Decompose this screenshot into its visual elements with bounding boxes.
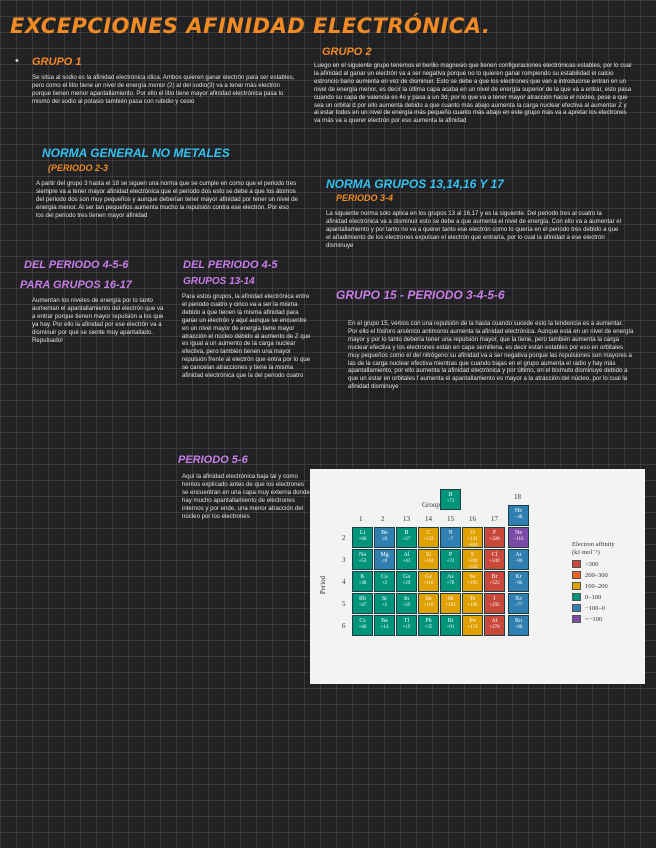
element-affinity-value: +53	[358, 559, 367, 564]
element-cell	[508, 571, 529, 592]
element-symbol: H	[448, 492, 453, 498]
norma-grupos-heading: NORMA GRUPOS 13,14,16 Y 17	[326, 177, 504, 191]
element-affinity-value: −96	[514, 559, 523, 564]
element-cell	[440, 549, 461, 570]
element-cell	[462, 527, 483, 548]
legend-swatch	[572, 604, 581, 612]
periodo56-heading: PERIODO 5-6	[178, 454, 248, 466]
group-number: 17	[491, 515, 498, 523]
element-cell	[462, 549, 483, 570]
element-affinity-value: +174	[467, 625, 478, 630]
element-symbol: Ar	[515, 552, 522, 558]
element-symbol: P	[448, 552, 453, 558]
legend-label: 200–300	[585, 571, 608, 579]
element-symbol: F	[492, 530, 497, 536]
element-cell	[462, 593, 483, 614]
norma-general-sub: (PERIODO 2-3	[48, 163, 109, 173]
element-cell	[440, 615, 461, 636]
element-cell	[484, 527, 505, 548]
element-symbol: O	[470, 530, 475, 536]
element-cell	[352, 549, 373, 570]
element-affinity-value: +43	[402, 559, 411, 564]
grupo15-text: En el grupo 15, vemos con una repulsión de la hasta cuando sucede esto la tendencia es a aumentar. Por ello el fósforo arsénico antimonio aumenta la afinidad electrónica. Aunque está en un nivel de energía mayor y por lo tanto debería tener una repulsión mayor, que la tiene, pero también aumenta la carga nuclear efectiva y los electrones están en capa semillena, es decir están estables por eso en orbitales muy pequeños como el del nitrógeno su afinidad va a ser negativa porque las repulsiones son mayores a las de la carga nuclear efectiva mientras que cuando bajas en el grupo aumenta el radio y hay más apantallamiento, por ello aumenta la afinidad electrónica y por último, en el bismuto disminuye debido a que un estar en orbitales f aumenta el apantallamiento es mayor a la atracción del núcleo, por lo cual la afinidad disminuye	[348, 320, 634, 391]
element-symbol: He	[515, 508, 522, 514]
element-symbol: Sb	[447, 596, 454, 602]
element-symbol: Ba	[381, 618, 388, 624]
period-number: 2	[342, 534, 346, 542]
periodic-table	[319, 487, 580, 677]
element-affinity-value: −116	[513, 537, 524, 542]
element-symbol: B	[404, 530, 409, 536]
legend-swatch	[572, 615, 581, 623]
element-symbol: Sn	[425, 596, 432, 602]
norma-general-text: A partir del grupo 3 hasta el 18 se siguen una norma que se cumple en como que el periodo tres siempre va a tener mayor afinidad electrónica que el periodo dos esto se debe a que los átomos del periodo dos son muy pequeños y aunque deberían tener mayor afinidad por tener un nivel de energía menor. Al ser tan pequeños aumenta mucho la repulsión contra ese electrón. Por eso los del periodo tres tienen mayor afinidad	[36, 180, 298, 219]
element-affinity-value: +200 −532	[467, 559, 478, 570]
legend-swatch	[572, 571, 581, 579]
group-number: 14	[425, 515, 432, 523]
del-periodo-45-text: Para estos grupos, la afinidad electrónica entre el periodo cuatro y cinco va a ser la misma debido a que tienen la misma afinidad para ganar un electrón y aquí aunque se encuentre en un nivel mayor de energía tiene mayor atracción el núcleo debido al aumento de Z que es igual a un aumento de la carga nuclear efectiva, pero también tienen una mayor repulsión frente al electrón que entra por lo que se cancelan atracciones y tiene la misma afinidad electrónica que la del periodo cuatro	[182, 293, 311, 380]
element-affinity-value: −7	[447, 537, 454, 542]
element-affinity-value: +116	[423, 603, 434, 608]
del-periodo-456-sub: PARA GRUPOS 16-17	[20, 279, 132, 291]
bullet: •	[15, 55, 19, 67]
element-symbol: Na	[359, 552, 366, 558]
element-affinity-value: +47	[358, 603, 367, 608]
legend	[572, 541, 642, 626]
element-affinity-value: +19	[402, 625, 411, 630]
element-symbol: Ca	[381, 574, 388, 580]
element-cell	[440, 527, 461, 548]
norma-grupos-text: La siguiente norma solo aplica en los grupos 13 al 16,17 y es la siguiente. Del periodo tres al cuatro la afinidad electrónica va a disminuir esto se debe a que aumenta el nivel de energía. Con ello va a aumentar el apantallamiento y por tanto no va a querer tanto ese electrón como lo quería en el periodo tres debido a que el añadimiento de los electrones expulsan el electrón que entraría, por lo cual la afinidad a ese electrón disminuye	[326, 210, 622, 249]
element-affinity-value: +190	[467, 603, 478, 608]
element-symbol: Ne	[515, 530, 522, 536]
element-affinity-value: +73	[446, 499, 455, 504]
element-affinity-value: +14	[380, 625, 389, 630]
element-symbol: N	[448, 530, 453, 536]
element-cell	[418, 527, 439, 548]
element-cell	[440, 571, 461, 592]
del-periodo-45-sub: GRUPOS 13-14	[183, 276, 255, 287]
element-affinity-value: ≤0	[381, 537, 388, 542]
element-cell	[462, 615, 483, 636]
element-cell	[508, 505, 529, 526]
element-cell	[508, 549, 529, 570]
periodo56-text: Aquí la afinidad electrónica baja tal y como hemos explicado antes de que los electrones se encuentran en una capa muy externa donde hay mucho apantallamiento de electrones internos y por ende, una menor atracción del núcleo por los electrones	[182, 473, 310, 520]
element-symbol: S	[470, 552, 475, 558]
element-cell	[352, 615, 373, 636]
element-cell	[396, 571, 417, 592]
element-symbol: Si	[425, 552, 431, 558]
legend-title: Electron affinity (kJ·mol⁻¹)	[572, 541, 615, 556]
element-symbol: I	[493, 596, 496, 602]
legend-item	[572, 560, 642, 568]
element-cell	[484, 571, 505, 592]
element-symbol: Pb	[425, 618, 432, 624]
element-cell	[484, 593, 505, 614]
legend-item	[572, 582, 642, 590]
element-symbol: K	[360, 574, 365, 580]
element-cell	[374, 571, 395, 592]
element-symbol: C	[426, 530, 431, 536]
element-cell	[508, 593, 529, 614]
element-affinity-value: +29	[402, 603, 411, 608]
element-cell	[352, 527, 373, 548]
element-cell	[508, 527, 529, 548]
element-symbol: Al	[403, 552, 410, 558]
element-symbol: Te	[469, 596, 476, 602]
element-cell	[484, 615, 505, 636]
element-symbol: At	[491, 618, 498, 624]
element-affinity-value: +103	[445, 603, 456, 608]
grupo2-text: Luego en el siguiente grupo tenemos el berilio magnesio que tienen configuraciones electrónicas estables, por lo cual la afinidad al ganar un electrón va a ser negativa porque no lo quieren ganar rompiendo su estabilidad el calcio estroncio bario aumenta en vez de disminuir. Esto se debe a que los electrones que van a introducirse entran en un nivel de energía menor, es decir la última capa acaba en un nivel de energía superior de la que va a entrar, esto pasa cuando su capa de valencia es 4s y pasa a un 3d, por lo que va a tener mayor atracción hacia el núcleo, pese a que sea un orbital d por ello aumenta debido a que cuanto más abajo aumenta la carga nuclear efectiva al aumentar Z y al estar todos en un nivel de energía más pequeño cuanto más abajo en este grupo más va a apretar los electrones va más va a querer electrón por eso aumenta la afinidad	[314, 62, 632, 125]
element-affinity-value: −68	[514, 625, 523, 630]
element-cell	[396, 527, 417, 548]
element-symbol: Bi	[447, 618, 454, 624]
group-number: 15	[447, 515, 454, 523]
legend-item	[572, 604, 642, 612]
legend-label: <−100	[585, 615, 603, 623]
element-symbol: Ga	[403, 574, 410, 580]
legend-label: 100–200	[585, 582, 608, 590]
group-number: 13	[403, 515, 410, 523]
element-affinity-value: +141 −844	[467, 537, 478, 548]
element-symbol: Kr	[515, 574, 522, 580]
group-axis-label: Group	[422, 501, 440, 509]
element-symbol: Li	[359, 530, 366, 536]
element-cell	[396, 549, 417, 570]
element-symbol: As	[447, 574, 454, 580]
legend-item	[572, 571, 642, 579]
element-affinity-value: +116	[423, 581, 434, 586]
period-axis-label: Period	[319, 575, 328, 595]
grupo1-text: Se sitúa al sodio es la afinidad electrónica idica. Ambos quieren ganar electrón para ser estables, pero como el litio tiene un nivel de energía menor (2) al del sodio(3) va a tener más electrón porque tienen menor apantallamiento. Por ello el litio tiene mayor afinidad electrónica pasa lo mismo del sodio al potasio también pasa con rubidio y cesio	[32, 74, 295, 105]
element-symbol: Cl	[491, 552, 498, 558]
element-affinity-value: +122	[423, 537, 434, 542]
element-cell	[374, 527, 395, 548]
legend-swatch	[572, 593, 581, 601]
element-cell	[508, 615, 529, 636]
group-number: 18	[514, 493, 521, 501]
element-symbol: Sr	[381, 596, 388, 602]
element-affinity-value: +72	[446, 559, 455, 564]
element-affinity-value: +78	[446, 581, 455, 586]
element-affinity-value: ≤0	[381, 559, 388, 564]
grupo1-heading: GRUPO 1	[32, 56, 82, 68]
element-cell	[484, 549, 505, 570]
element-affinity-value: +27	[402, 537, 411, 542]
norma-general-heading: NORMA GENERAL NO METALES	[42, 146, 230, 160]
element-symbol: In	[404, 596, 409, 602]
element-cell	[396, 615, 417, 636]
element-symbol: Cs	[359, 618, 366, 624]
element-cell	[418, 571, 439, 592]
element-cell	[418, 615, 439, 636]
element-symbol: Mg	[380, 552, 389, 558]
element-affinity-value: +270	[489, 625, 500, 630]
element-affinity-value: +2	[381, 581, 388, 586]
page-title: EXCEPCIONES AFINIDAD ELECTRÓNICA.	[10, 14, 491, 38]
legend-label: 0–100	[585, 593, 602, 601]
del-periodo-456-heading: DEL PERIODO 4-5-6	[24, 259, 129, 271]
period-number: 3	[342, 556, 346, 564]
norma-grupos-sub: PERIODO 3-4	[336, 193, 394, 203]
element-symbol: Xe	[515, 596, 522, 602]
element-affinity-value: +328	[489, 537, 500, 542]
group-number: 2	[381, 515, 385, 523]
period-number: 4	[342, 578, 346, 586]
legend-item	[572, 615, 642, 623]
legend-swatch	[572, 582, 581, 590]
element-affinity-value: +325	[489, 581, 500, 586]
element-symbol: Se	[469, 574, 476, 580]
element-symbol: Rn	[514, 618, 522, 624]
grupo2-heading: GRUPO 2	[322, 46, 372, 58]
element-cell	[374, 549, 395, 570]
element-affinity-value: +349	[489, 559, 500, 564]
element-affinity-value: +91	[446, 625, 455, 630]
element-symbol: Po	[469, 618, 476, 624]
group-number: 1	[359, 515, 363, 523]
legend-item	[572, 593, 642, 601]
element-cell	[418, 549, 439, 570]
period-number: 5	[342, 600, 346, 608]
element-cell	[374, 615, 395, 636]
del-periodo-456-text: Aumentan los niveles de energía por lo tanto aumentan el apantallamiento del electrón que va a entrar porque tienen mayor repulsión a los que ya hay. Por ello la afinidad por ese electrón va a disminuir por qué se siente muy apantallado. Repulsado!	[32, 297, 164, 344]
electron-affinity-table	[310, 469, 645, 684]
element-affinity-value: +46	[358, 625, 367, 630]
element-cell	[352, 571, 373, 592]
element-affinity-value: +29	[402, 581, 411, 586]
element-cell	[462, 571, 483, 592]
element-symbol: Be	[381, 530, 388, 536]
element-affinity-value: +195	[467, 581, 478, 586]
element-symbol: Ge	[425, 574, 432, 580]
element-affinity-value: −96	[514, 581, 523, 586]
legend-label: −100–0	[585, 604, 605, 612]
del-periodo-45-heading: DEL PERIODO 4-5	[183, 259, 278, 271]
element-symbol: Tl	[403, 618, 410, 624]
group-number: 16	[469, 515, 476, 523]
element-affinity-value: +48	[358, 581, 367, 586]
legend-label: >300	[585, 560, 599, 568]
element-affinity-value: +134	[423, 559, 434, 564]
element-cell	[418, 593, 439, 614]
element-cell	[396, 593, 417, 614]
element-cell	[440, 489, 461, 510]
element-affinity-value: +60	[358, 537, 367, 542]
element-affinity-value: −48	[514, 515, 523, 520]
element-cell	[352, 593, 373, 614]
element-affinity-value: +295	[489, 603, 500, 608]
element-symbol: Br	[491, 574, 498, 580]
legend-swatch	[572, 560, 581, 568]
element-symbol: Rb	[358, 596, 366, 602]
grupo15-heading: GRUPO 15 - PERIODO 3-4-5-6	[336, 288, 505, 302]
element-affinity-value: +5	[381, 603, 388, 608]
period-number: 6	[342, 622, 346, 630]
element-affinity-value: −77	[514, 603, 523, 608]
element-cell	[440, 593, 461, 614]
element-affinity-value: +35	[424, 625, 433, 630]
element-cell	[374, 593, 395, 614]
